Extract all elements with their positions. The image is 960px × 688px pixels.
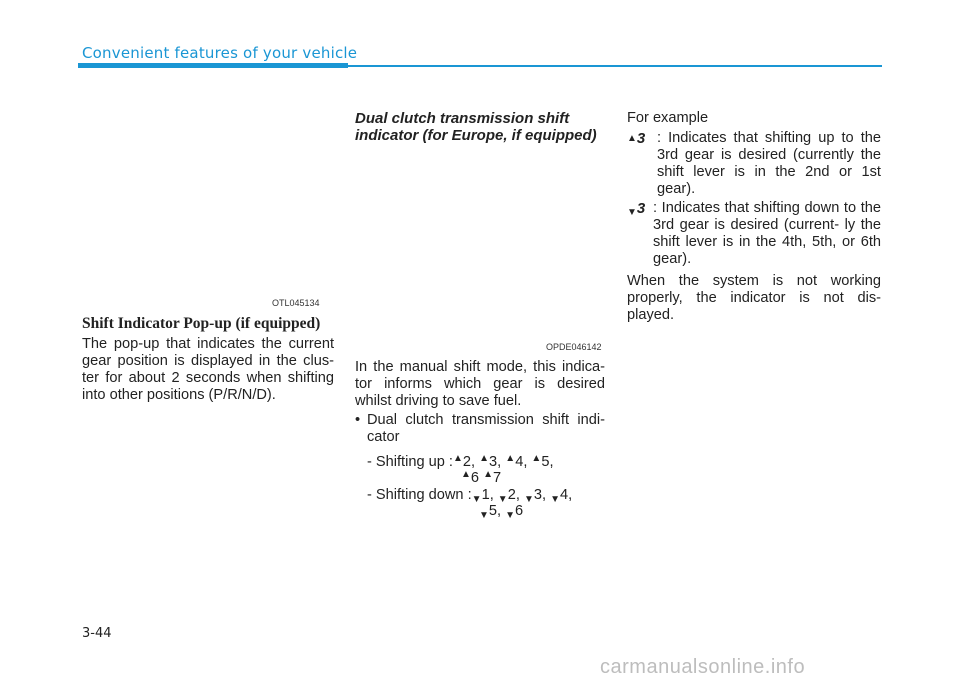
gear-number: 4 xyxy=(515,454,524,470)
bullet-item xyxy=(355,412,605,446)
shift-down-label: - Shifting down : xyxy=(367,487,472,503)
body-paragraph xyxy=(82,336,334,404)
subsection-heading-line: indicator (for Europe, if equipped) xyxy=(355,127,597,144)
gear-number: 4 xyxy=(559,487,569,503)
section-heading: Shift Indicator Pop-up (if equipped) xyxy=(82,315,321,332)
example-title: For example xyxy=(627,110,709,126)
up-arrow-icon: ▲ xyxy=(479,453,490,464)
gear-number: 1 xyxy=(481,487,490,503)
figure-code: OPDE046142 xyxy=(546,342,602,352)
down-arrow-icon: ▼ xyxy=(479,510,489,521)
up-arrow-icon: ▲ xyxy=(505,453,516,464)
header-rule xyxy=(348,65,882,67)
paragraph-text: When the system is not working properly, the indicator is not dis- played. xyxy=(627,273,881,323)
shift-down-line: ▼5, ▼6 xyxy=(479,503,523,524)
indicator-symbol: 3 xyxy=(636,200,646,217)
gear-number: 3 xyxy=(489,454,498,470)
up-arrow-icon: ▲ xyxy=(627,133,637,144)
watermark: carmanualsonline.info xyxy=(600,656,806,678)
down-arrow-icon: ▼ xyxy=(550,494,560,505)
shift-up-label: - Shifting up : xyxy=(367,454,453,470)
body-paragraph xyxy=(627,273,881,324)
gear-number: 3 xyxy=(533,487,542,503)
gear-up-indicator-icon xyxy=(627,130,657,198)
gear-down-indicator-icon xyxy=(627,200,653,268)
shift-down-line: - Shifting down :▼1, ▼2, ▼3, ▼4, xyxy=(367,487,612,508)
gear-number: 5 xyxy=(488,503,498,519)
down-arrow-icon: ▼ xyxy=(497,494,508,505)
figure-code: OTL045134 xyxy=(272,298,320,308)
gear-number: 6 xyxy=(470,470,480,486)
down-arrow-icon: ▼ xyxy=(471,494,482,505)
paragraph-text: In the manual shift mode, this indica- tor informs which gear is desired whilst driving to save fuel. xyxy=(355,359,605,409)
header-bar xyxy=(78,63,348,68)
up-arrow-icon: ▲ xyxy=(483,469,493,480)
shift-up-line xyxy=(461,466,501,487)
example-down xyxy=(627,200,881,268)
gear-number: 6 xyxy=(515,503,524,519)
subsection-heading xyxy=(355,110,615,144)
shift-up-line: - Shifting up :▲2, ▲3, ▲4, ▲5, xyxy=(367,450,607,471)
indicator-symbol: 3 xyxy=(636,130,646,147)
paragraph-text: The pop-up that indicates the current gear position is displayed in the clus- ter for about 2 seconds when shifting into other positions (P/R/N/D). xyxy=(82,336,334,403)
example-down-text: : Indicates that shifting down to the 3rd gear is desired (current- ly the shift lever is in the 4th, 5th, or 6th gear). xyxy=(653,200,881,267)
gear-number: 5 xyxy=(541,454,550,470)
subsection-heading-line: Dual clutch transmission shift xyxy=(355,110,570,127)
gear-number: 2 xyxy=(507,487,516,503)
body-paragraph xyxy=(355,359,605,410)
down-arrow-icon: ▼ xyxy=(627,207,637,218)
example-up xyxy=(627,130,881,198)
up-arrow-icon: ▲ xyxy=(461,469,471,480)
gear-number: 2 xyxy=(462,454,472,470)
up-arrow-icon: ▲ xyxy=(531,453,542,464)
page-number: 3-44 xyxy=(82,626,112,641)
down-arrow-icon: ▼ xyxy=(523,494,534,505)
gear-number: 7 xyxy=(493,470,502,486)
section-header-title: Convenient features of your vehicle xyxy=(82,44,358,62)
bullet-text: Dual clutch transmission shift indi- cator xyxy=(367,412,605,445)
bullet-dot: • xyxy=(355,412,361,428)
example-up-text: : Indicates that shifting up to the 3rd gear is desired (currently the shift lever is in the 2nd or 1st gear). xyxy=(657,130,881,197)
down-arrow-icon: ▼ xyxy=(505,510,516,521)
up-arrow-icon: ▲ xyxy=(453,453,463,464)
